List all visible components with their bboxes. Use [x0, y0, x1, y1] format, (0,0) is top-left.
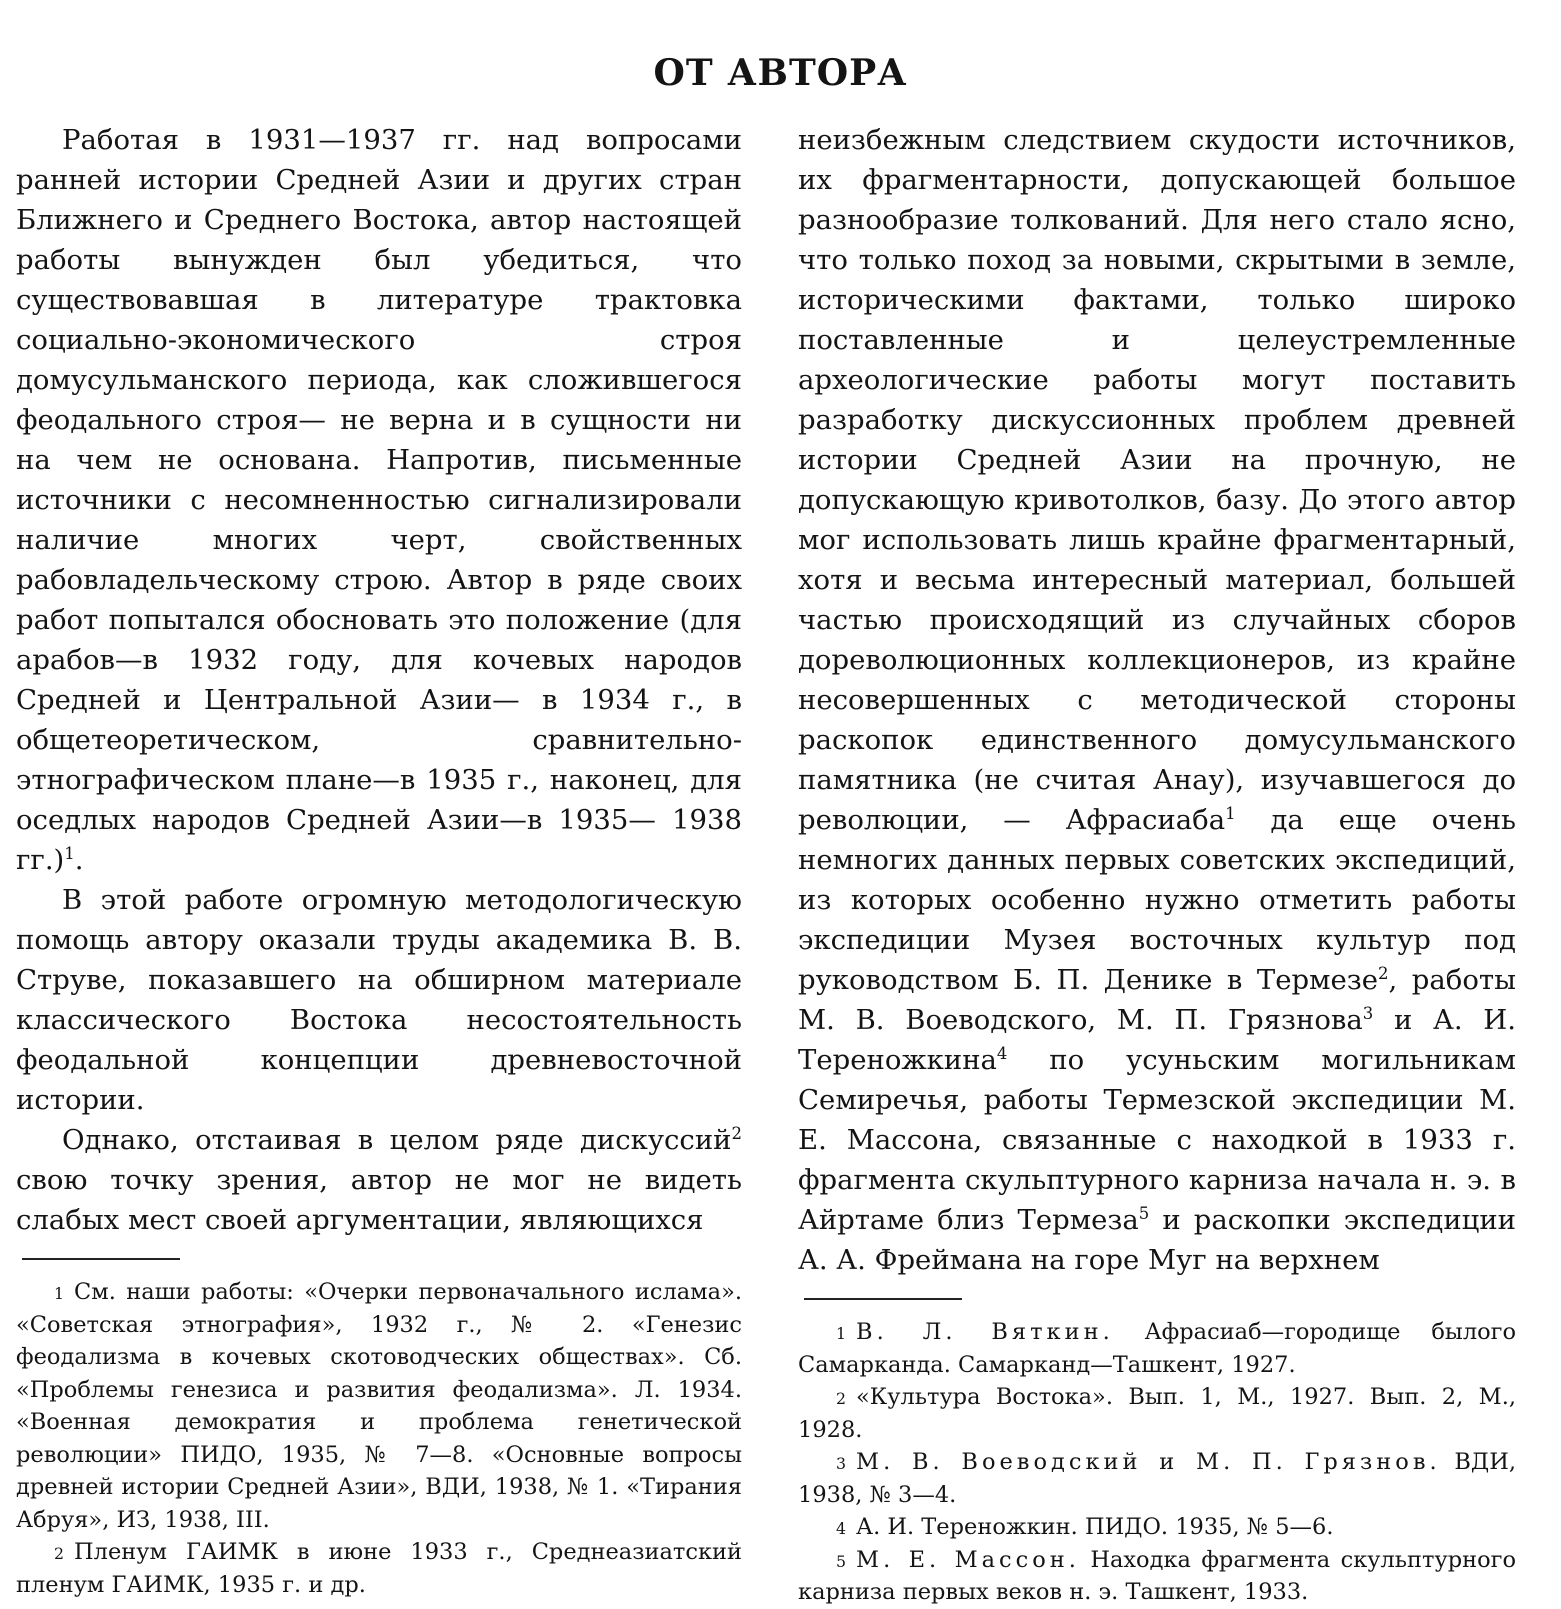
footnote-ref: 3: [1362, 1003, 1374, 1023]
right-column: [798, 120, 1516, 1609]
footnote-author: М. Е. Массон.: [856, 1546, 1080, 1573]
footnote-number: 4: [836, 1519, 847, 1538]
paragraph-text: по усуньским могильникам Семиречья, работы Термезской экспедиции М. Е. Массона, связанные с находкой в 1933 г. фрагмента скульптурного карниза начала н. э. в Айртаме близ Термеза: [798, 1044, 1516, 1236]
paragraph-text: Однако, отстаивая в целом ряде дискуссий: [62, 1124, 732, 1156]
footnote: [798, 1544, 1516, 1609]
paragraph-text: и раскопки экспедиции А. А. Фреймана на горе Муг на верхнем: [798, 1204, 1516, 1276]
footnote-text: «Культура Востока». Вып. 1, М., 1927. Вып. 2, М., 1928.: [798, 1384, 1516, 1443]
footnote-number: 1: [836, 1324, 847, 1343]
paragraph-text: да еще очень немногих данных первых советских экспедиций, из которых особенно нужно отметить работы экспедиции Музея восточных культур под руководством Б. П. Денике в Термезе: [798, 804, 1517, 996]
paragraph-text: , работы М. В. Воеводского, М. П. Грязнова: [798, 964, 1516, 1036]
footnote-ref: 2: [731, 1123, 742, 1143]
footnote-author: М. В. Воеводский и М. П. Грязнов.: [856, 1449, 1441, 1475]
paragraph-text: Работая в 1931—1937 гг. над вопросами ранней истории Средней Азии и других стран Ближнего и Среднего Востока, автор настоящей работы вынужден был убедиться, что существовавшая в литературе трактовка социально-экономического строя домусульманского периода, как сложившегося феодального строя— не верна и в сущности ни на чем не основана. Напротив, письменные источники с несомненностью сигнализировали наличие многих черт, свойственных рабовладельческому строю. Автор в ряде своих работ попытался обосновать это положение (для арабов—в 1932 году, для кочевых народов Средней и Центральной Азии— в 1934 г., в общетеоретическом, сравнительно-этнографическом плане—в 1935 г., наконец, для оседлых народов Средней Азии—в 1935— 1938 гг.): [16, 124, 742, 876]
footnote-ref: 2: [1378, 963, 1389, 983]
footnote-number: 5: [836, 1551, 847, 1571]
footnote: [798, 1446, 1516, 1511]
footnote-text: ВДИ, 1938, № 3—4.: [798, 1449, 1516, 1508]
footnote-text: См. наши работы: «Очерки первоначального ислама». «Советская этнография», 1932 г., № 2. «Генезис феодализма в кочевых скотоводческих обществах». Сб. «Проблемы генезиса и развития феодализма». Л. 1934. «Военная демократия и проблема генетической революции» ПИДО, 1935, № 7—8. «Основные вопросы древней истории Средней Азии», ВДИ, 1938, № 1. «Тирания Абруя», ИЗ, 1938, III.: [16, 1279, 742, 1533]
footnote-number: 3: [836, 1454, 847, 1473]
paragraph: [16, 1120, 742, 1240]
paragraph: [16, 880, 742, 1120]
footnote: [798, 1511, 1516, 1544]
paragraph-text: В этой работе огромную методологическую помощь автору оказали труды академика В. В. Струве, показавшего на обширном материале классического Востока несостоятельность феодальной концепции древневосточной истории.: [16, 884, 742, 1116]
footnote-text: Находка фрагмента скульптурного карниза первых веков н. э. Ташкент, 1933.: [798, 1546, 1517, 1605]
footnote-ref: 1: [1225, 803, 1236, 823]
footnote-number: 2: [54, 1544, 65, 1563]
footnote-text: А. И. Тереножкин. ПИДО. 1935, № 5—6.: [856, 1514, 1334, 1540]
right-footnotes: [798, 1316, 1516, 1609]
paragraph-text: неизбежным следствием скудости источников, их фрагментарности, допускающей большое разнообразие толкований. Для него стало ясно, что только поход за новыми, скрытыми в земле, историческими фактами, только широко поставленные и целеустремленные археологические работы могут поставить разработку дискуссионных проблем древней истории Средней Азии на прочную, не допускающую кривотолков, базу. До этого автор мог использовать лишь крайне фрагментарный, хотя и весьма интересный материал, большей частью происходящий из случайных сборов дореволюционных коллекционеров, из крайне несовершенных с методической стороны раскопок единственного домусульманского памятника (не считая Анау), изучавшегося до революции, — Афрасиаба: [798, 124, 1516, 836]
footnote: [16, 1276, 742, 1536]
right-body: [798, 120, 1516, 1280]
page-title: ОТ АВТОРА: [653, 52, 908, 94]
paragraph-tail: .: [74, 844, 84, 876]
footnote-text: Афрасиаб—городище былого Самарканда. Самарканд—Ташкент, 1927.: [798, 1319, 1516, 1378]
left-column: [16, 120, 742, 1601]
footnote-text: Пленум ГАИМК в июне 1933 г., Среднеазиатский пленум ГАИМК, 1935 г. и др.: [16, 1539, 742, 1598]
footnote: [16, 1536, 742, 1601]
footnote: [798, 1381, 1516, 1446]
left-body: [16, 120, 742, 1240]
paragraph: [16, 120, 742, 880]
footnote-author: В. Л. Вяткин.: [856, 1319, 1114, 1345]
footnote-ref: 1: [64, 843, 75, 863]
footnote: [798, 1316, 1516, 1381]
footnote-ref: 5: [1138, 1203, 1150, 1223]
left-footnotes: [16, 1276, 742, 1601]
footnote-divider: [22, 1258, 180, 1260]
paragraph-text: и А. И. Тереножкина: [798, 1004, 1516, 1076]
footnote-divider: [804, 1298, 962, 1300]
paragraph-continued: [798, 120, 1516, 1280]
footnote-ref: 4: [996, 1043, 1008, 1063]
footnote-number: 1: [54, 1284, 65, 1303]
footnote-number: 2: [836, 1389, 847, 1408]
paragraph-tail: свою точку зрения, автор не мог не видеть слабых мест своей аргументации, являющихся: [16, 1164, 742, 1236]
